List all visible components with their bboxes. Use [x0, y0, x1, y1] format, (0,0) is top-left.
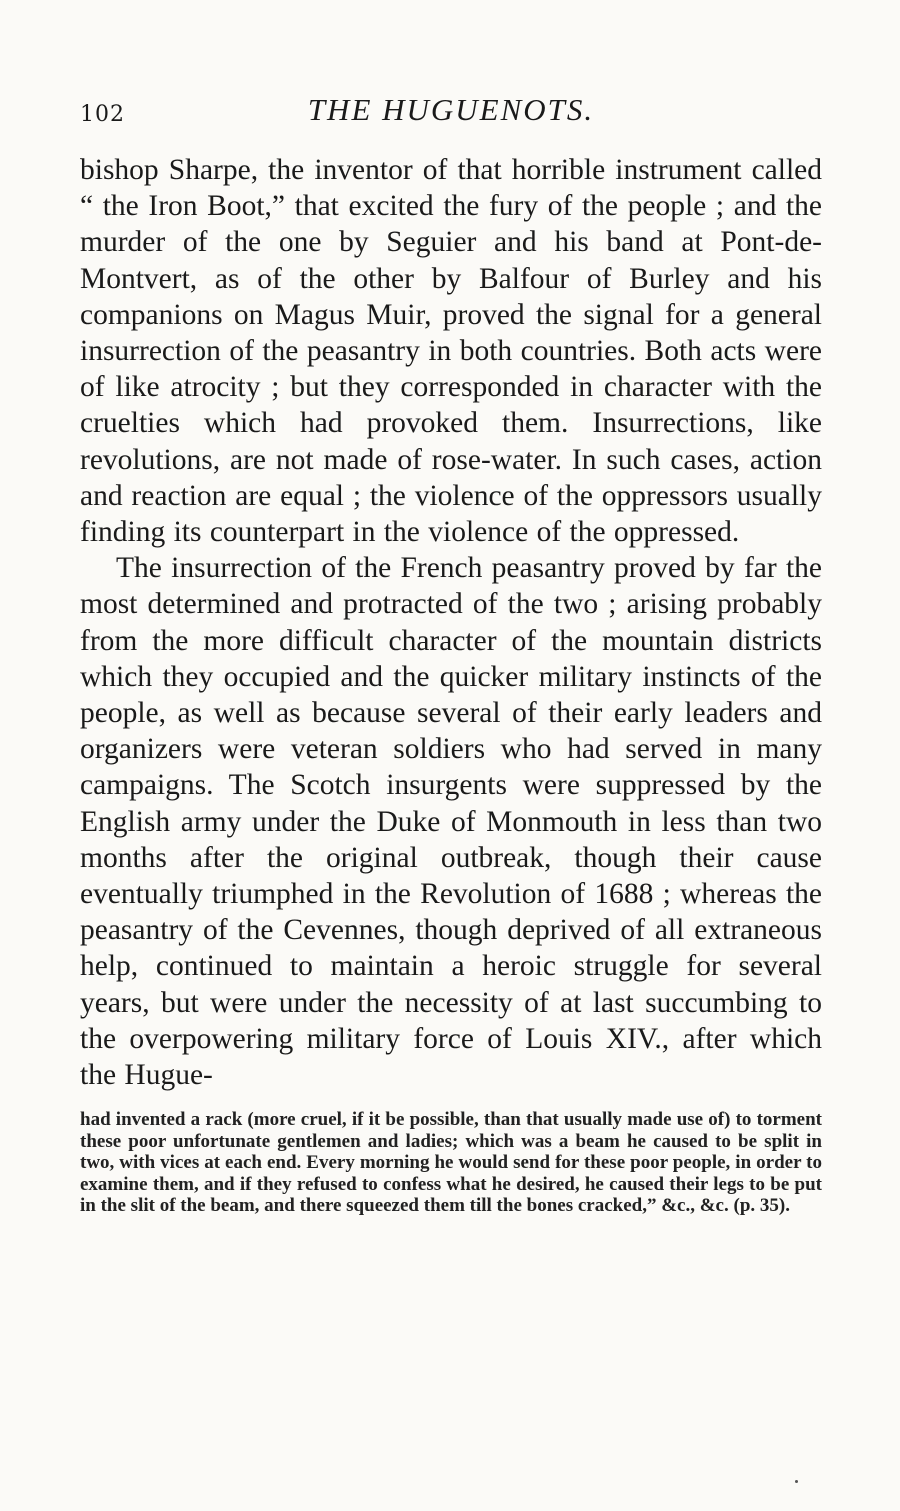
body-text — [80, 152, 822, 1093]
print-speck — [795, 1480, 798, 1483]
page-number: 102 — [80, 102, 125, 127]
paragraph-2: The insurrection of the French peasantry proved by far the most determined and protracted of the two ; arising probably from the more difficult character of the mountain districts which they occupied and the quicker military instincts of the people, as well as because several of their early leaders and organizers were veteran soldiers who had served in many campaigns. The Scotch insurgents were suppressed by the English army under the Duke of Monmouth in less than two months after the original outbreak, though their cause eventually triumphed in the Revolution of 1688 ; whereas the peasantry of the Cevennes, though deprived of all extraneous help, continued to maintain a heroic struggle for several years, but were under the necessity of at last succumbing to the overpowering military force of Louis XIV., after which the Hugue- — [80, 552, 822, 1092]
page-header — [80, 92, 822, 132]
footnote: had invented a rack (more cruel, if it be possible, than that usually made use of) to torment these poor unfortunate gentlemen and ladies; which was a beam he caused to be split in two, with vices at each end. Every morning he would send for these poor people, in order to examine them, and if they refused to confess what he desired, he caused their legs to be put in the slit of the beam, and there squeezed them till the bones cracked,” &c., &c. (p. 35). — [80, 1109, 822, 1217]
paragraph-1: bishop Sharpe, the inventor of that horrible instrument called “ the Iron Boot,” that excited the fury of the people ; and the murder of the one by Seguier and his band at Pont-de-Montvert, as of the other by Balfour of Burley and his companions on Magus Muir, proved the signal for a general insurrection of the peasantry in both countries. Both acts were of like atrocity ; but they corresponded in character with the cruelties which had provoked them. Insurrections, like revolutions, are not made of rose-water. In such cases, action and reaction are equal ; the violence of the oppressors usually finding its counterpart in the violence of the oppressed. — [80, 154, 822, 549]
running-title: THE HUGUENOTS. — [307, 92, 595, 127]
book-page — [80, 92, 822, 1217]
